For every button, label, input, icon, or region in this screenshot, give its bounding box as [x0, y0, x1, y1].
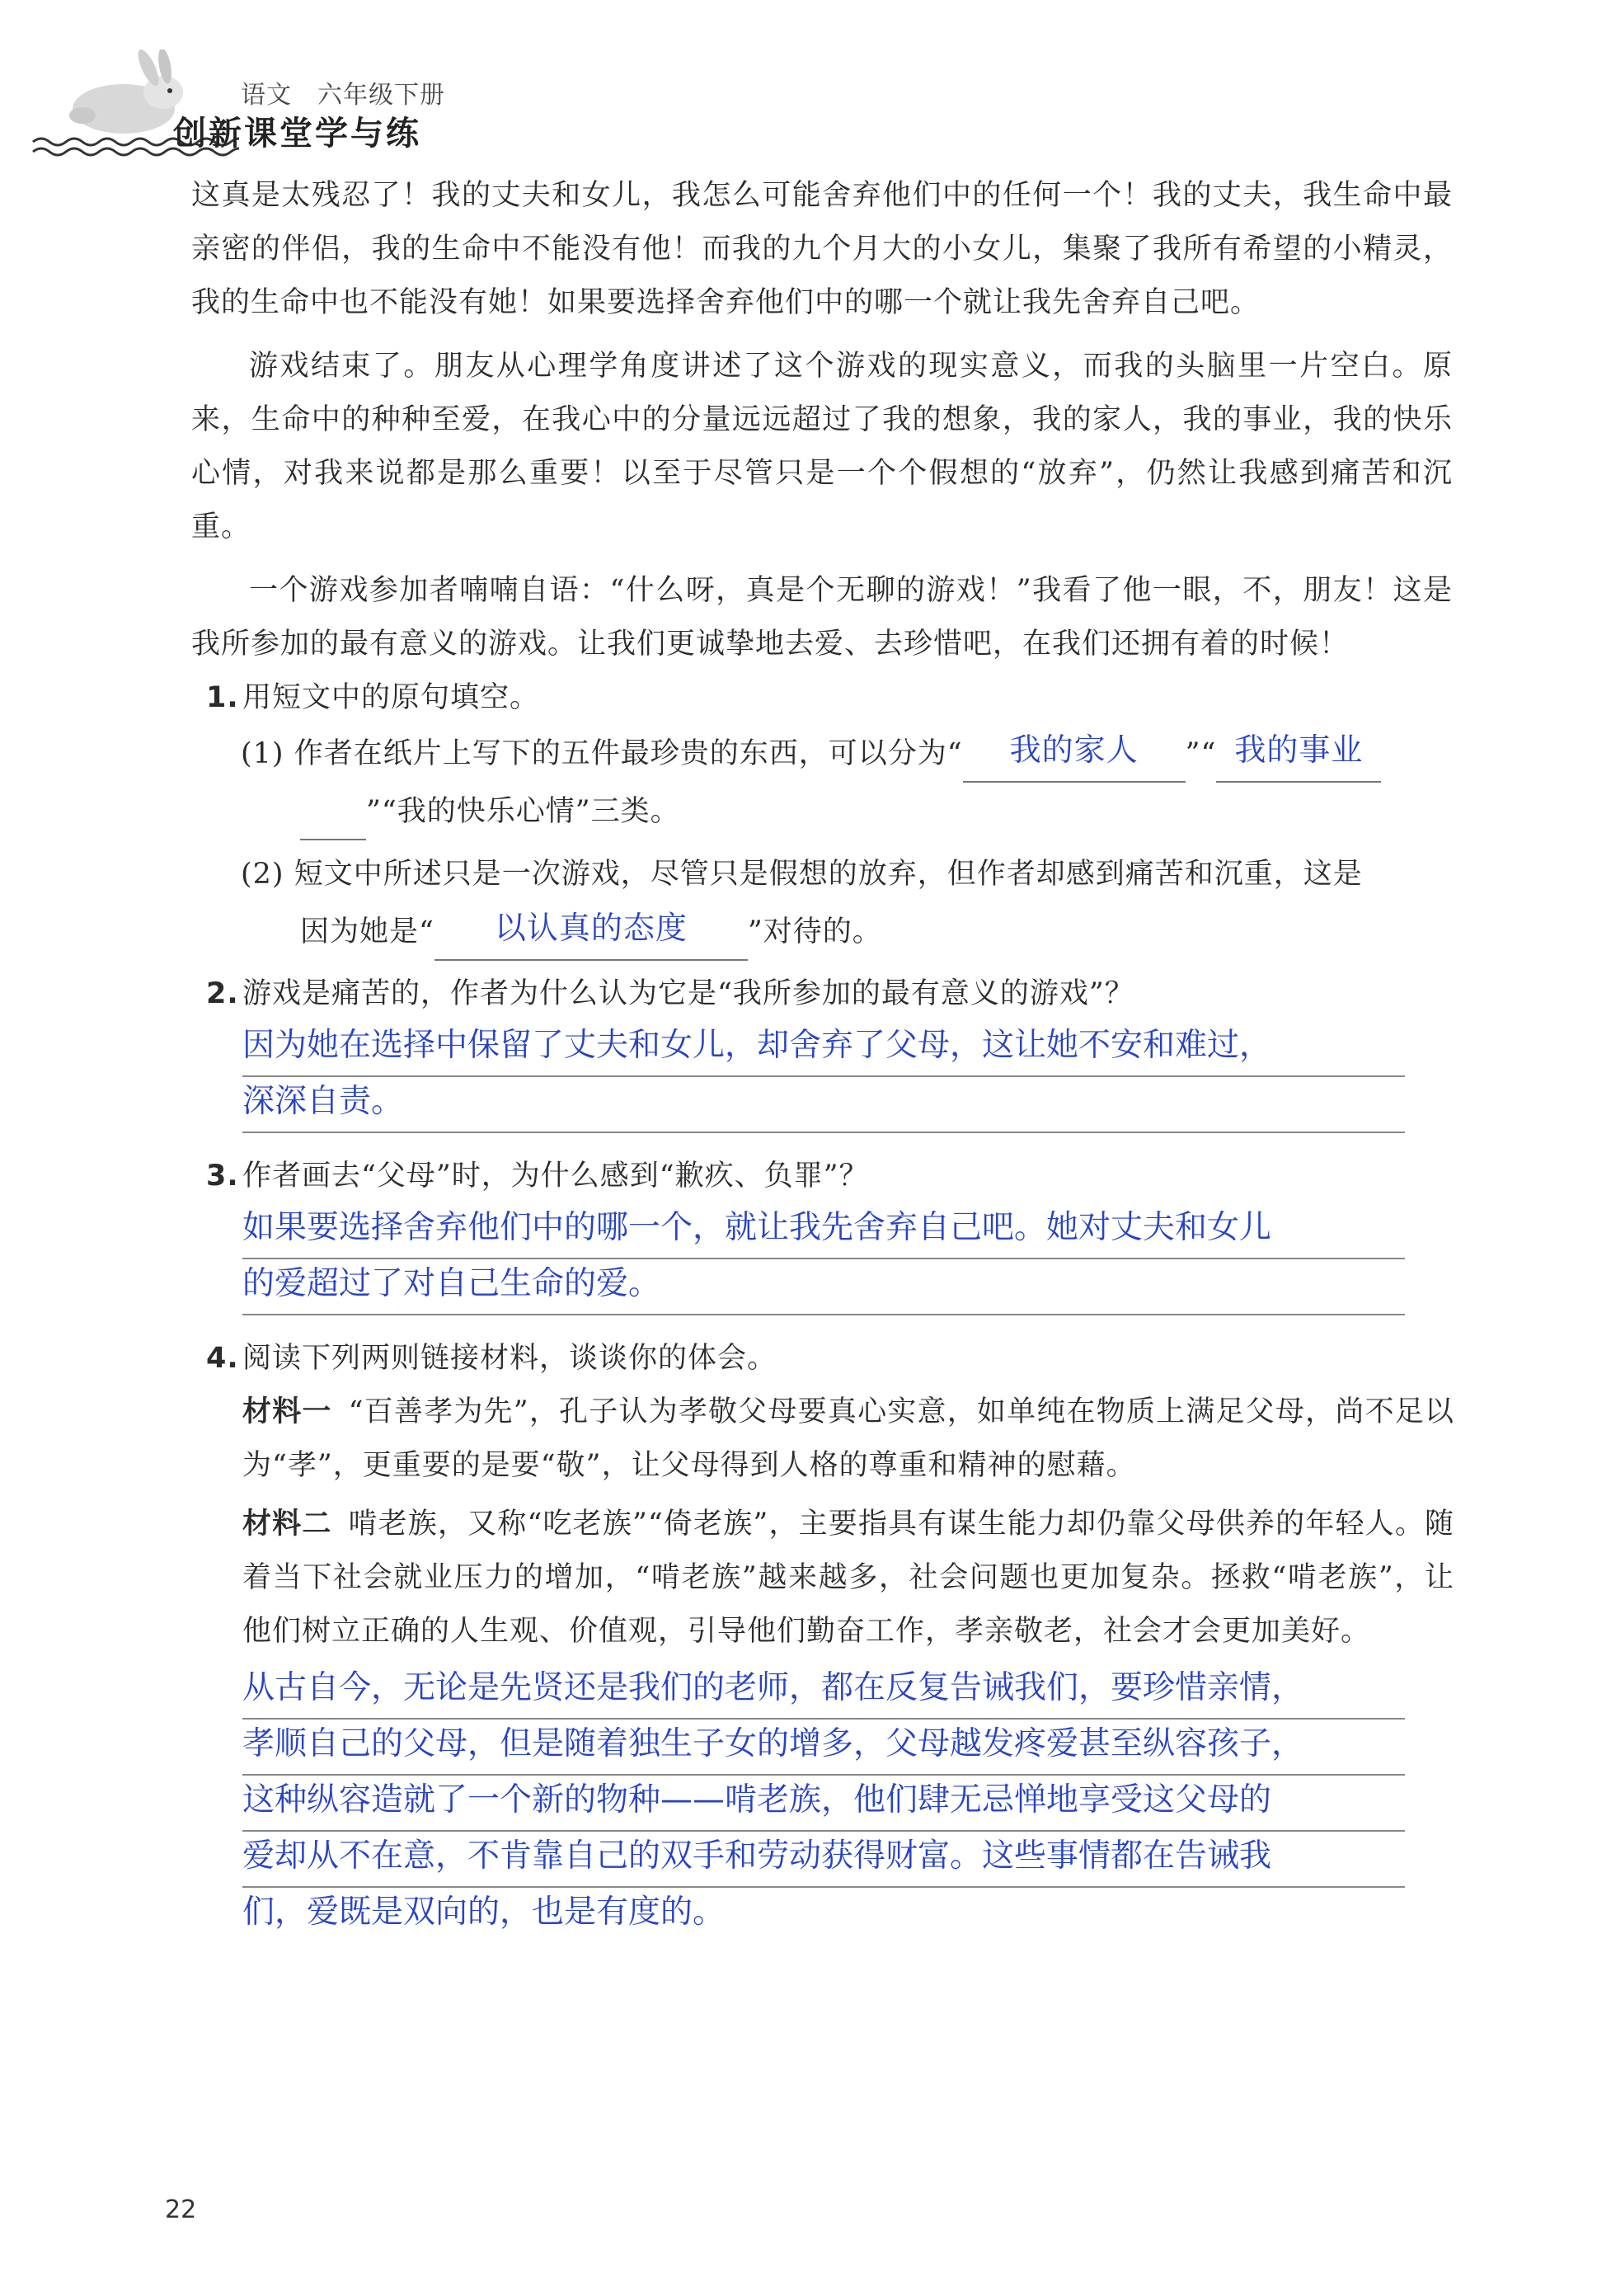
passage-paragraph-1: 这真是太残忍了！我的丈夫和女儿，我怎么可能舍弃他们中的任何一个！我的丈夫，我生命中最亲密的伴侣，我的生命中不能没有他！而我的九个月大的小女儿，集聚了我所有希望的小精灵，我的生命中也不能没有她！如果要选择舍弃他们中的哪一个就让我先舍弃自己吧。	[191, 179, 1453, 319]
answer-line: 的爱超过了对自己生命的爱。	[242, 1259, 1405, 1315]
material-label: 材料二	[242, 1508, 332, 1541]
series-title: 创新课堂学与练	[173, 115, 421, 153]
question-text: 用短文中的原句填空。	[242, 681, 540, 714]
page-header	[25, 49, 453, 165]
question-2	[191, 967, 1453, 1021]
material-text: “百善孝为先”，孔子认为孝敬父母要真心实意，如单纯在物质上满足父母，尚不足以为“孝”，更重要的是要“敬”，让父母得到人格的尊重和精神的慰藉。	[242, 1395, 1454, 1482]
answer-line: 爱却从不在意，不肯靠自己的双手和劳动获得财富。这些事情都在告诫我	[242, 1832, 1405, 1888]
question-3	[191, 1150, 1453, 1203]
part-label: (2)	[241, 858, 284, 891]
answer-area-4[interactable]	[242, 1663, 1405, 1942]
fill-blank-3[interactable]	[434, 908, 748, 961]
page-number: 22	[165, 2195, 197, 2224]
question-4	[191, 1332, 1453, 1386]
question-text: 游戏是痛苦的，作者为什么认为它是“我所参加的最有意义的游戏”？	[242, 977, 1134, 1010]
fill-blank-2-tail	[300, 839, 366, 840]
material-2	[242, 1498, 1454, 1658]
handwritten-answer: 我的事业	[1234, 732, 1364, 768]
material-text: 啃老族，又称“吃老族”“倚老族”，主要指具有谋生能力却仍靠父母供养的年轻人。随着当下社会就业压力的增加，“啃老族”越来越多，社会问题也更加复杂。拯救“啃老族”，让他们树立正确的人生观、价值观，引导他们勤奋工作，孝亲敬老，社会才会更加美好。	[242, 1508, 1454, 1648]
answer-line: 因为她在选择中保留了丈夫和女儿，却舍弃了父母，这让她不安和难过，	[242, 1021, 1405, 1077]
material-1	[242, 1386, 1454, 1493]
answer-area-2[interactable]	[242, 1021, 1405, 1133]
question-number: 3.	[206, 1160, 239, 1193]
fill-blank-2[interactable]	[1216, 730, 1381, 783]
question-number: 2.	[206, 977, 239, 1010]
part-text: 作者在纸片上写下的五件最珍贵的东西，可以分为“	[294, 737, 963, 770]
question-text: 阅读下列两则链接材料，谈谈你的体会。	[242, 1342, 777, 1375]
question-1	[191, 671, 1453, 725]
part-label: (1)	[241, 737, 284, 770]
part-text-end: ”“我的快乐心情”三类。	[366, 795, 680, 828]
answer-area-3[interactable]	[242, 1203, 1405, 1315]
question-1-part-2	[191, 845, 1453, 903]
part-text-end: ”对待的。	[747, 915, 882, 948]
quote-separator: ”“	[1185, 737, 1217, 770]
answer-line: 深深自责。	[242, 1077, 1405, 1133]
material-label: 材料一	[242, 1395, 332, 1428]
answer-line: 从古自今，无论是先贤还是我们的老师，都在反复告诫我们，要珍惜亲情，	[242, 1663, 1405, 1720]
question-1-part-1-continued	[191, 783, 1453, 840]
handwritten-answer: 以认真的态度	[494, 910, 688, 946]
question-1-part-2-continued	[191, 903, 1453, 961]
question-1-part-1	[191, 725, 1453, 783]
answer-line: 这种纵容造就了一个新的物种——啃老族，他们肆无忌惮地享受这父母的	[242, 1776, 1405, 1832]
subject-label: 语文 六年级下册	[241, 81, 445, 110]
part-text: 短文中所述只是一次游戏，尽管只是假想的放弃，但作者却感到痛苦和沉重，这是	[294, 858, 1363, 891]
passage-paragraph-2: 游戏结束了。朋友从心理学角度讲述了这个游戏的现实意义，而我的头脑里一片空白。原来，生命中的种种至爱，在我心中的分量远远超过了我的想象，我的家人，我的事业，我的快乐心情，对我来说都是那么重要！以至于尽管只是一个个假想的“放弃”，仍然让我感到痛苦和沉重。	[191, 350, 1453, 543]
answer-line: 孝顺自己的父母，但是随着独生子女的增多，父母越发疼爱甚至纵容孩子，	[242, 1720, 1405, 1776]
passage-paragraph-3: 一个游戏参加者喃喃自语：“什么呀，真是个无聊的游戏！”我看了他一眼，不，朋友！这是我所参加的最有意义的游戏。让我们更诚挚地去爱、去珍惜吧，在我们还拥有着的时候！	[191, 574, 1453, 661]
fill-blank-1[interactable]	[963, 730, 1186, 783]
answer-line: 们，爱既是双向的，也是有度的。	[242, 1894, 726, 1931]
question-text: 作者画去“父母”时，为什么感到“歉疚、负罪”？	[242, 1160, 869, 1193]
question-number: 4.	[206, 1342, 239, 1375]
part-text-pre: 因为她是“	[300, 915, 434, 948]
page-content	[191, 169, 1453, 1942]
answer-line: 如果要选择舍弃他们中的哪一个，就让我先舍弃自己吧。她对丈夫和女儿	[242, 1203, 1405, 1259]
question-number: 1.	[206, 681, 239, 714]
handwritten-answer: 我的家人	[1009, 732, 1139, 768]
